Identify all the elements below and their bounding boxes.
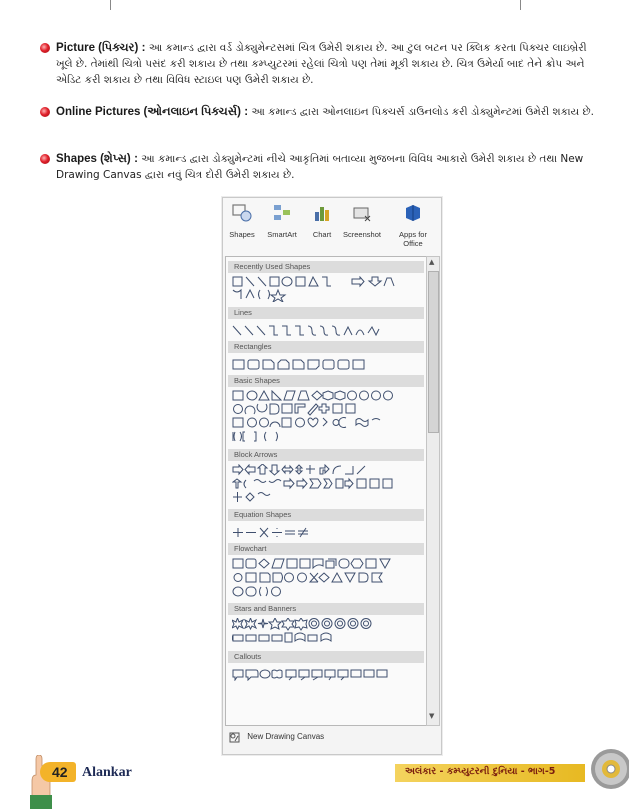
- shape-row: [232, 390, 422, 403]
- term-shapes: Shapes (શેપ્સ): [56, 153, 131, 165]
- crop-mark: [520, 0, 521, 10]
- category-callouts: Callouts: [228, 651, 424, 663]
- screenshot-button[interactable]: [343, 202, 381, 256]
- chart-label: Chart: [312, 230, 332, 239]
- category-stars-banners: Stars and Banners: [228, 603, 424, 615]
- category-flowchart: Flowchart: [228, 543, 424, 555]
- apps-for-office-button[interactable]: [391, 202, 435, 256]
- apps-icon: [402, 202, 424, 224]
- shape-row: [232, 524, 422, 537]
- shape-row: [232, 666, 422, 679]
- page-number: 42: [52, 764, 68, 780]
- smartart-label: SmartArt: [267, 230, 297, 239]
- series-title: અલંકાર - કમ્પ્યુટરની દુનિયા - ભાગ-5: [405, 766, 556, 777]
- scroll-thumb[interactable]: [428, 271, 439, 433]
- brand-logo: Alankar: [82, 765, 132, 780]
- separator: :: [134, 153, 138, 165]
- shapes-button[interactable]: [223, 202, 261, 256]
- shapes-gallery: [225, 256, 427, 726]
- shapes-screenshot: [222, 197, 442, 755]
- term-online-pictures: Online Pictures (ઓનલાઇન પિક્ચર્સ): [56, 106, 241, 118]
- scroll-up-icon[interactable]: ▲: [429, 258, 435, 266]
- shapes-icon: [231, 202, 253, 224]
- scroll-down-icon[interactable]: ▼: [429, 712, 435, 720]
- category-rectangles: Rectangles: [228, 341, 424, 353]
- ribbon: [223, 198, 441, 256]
- drawing-canvas-icon: [229, 731, 241, 743]
- bullet-picture: [56, 40, 596, 88]
- smartart-icon: [271, 202, 293, 224]
- desc-picture: આ કમાન્ડ દ્વારા વર્ડ ડોક્યુમેન્ટસમાં ચિત્ર ઉમેરી શકાય છે. આ ટુલ બટન પર ક્લિક કરતા પિક્ચર લાઇબ્રેરી ખૂલે છે. તેમાંથી ચિત્રો પસંદ કરી શકાય છે તથા કમ્પ્યુટરમાં રહેલાં ચિત્રો પણ તેમાં મૂકી શકાય છે. ચિત્ર ઉમેર્યા બાદ તેને ક્રોપ અને એડિટ કરી શકાય છે તથા વિવિધ સ્ટાઇલ પણ ઉમેરી શકાય છે.: [56, 42, 587, 86]
- bullet-icon: [40, 154, 50, 164]
- chart-icon: [311, 202, 333, 224]
- shape-row: [232, 276, 422, 289]
- shape-row: [232, 618, 422, 631]
- bullet-icon: [40, 43, 50, 53]
- category-equation-shapes: Equation Shapes: [228, 509, 424, 521]
- category-block-arrows: Block Arrows: [228, 449, 424, 461]
- shape-row: [232, 356, 422, 369]
- separator: :: [141, 42, 146, 54]
- bullet-online-pictures: [56, 104, 596, 120]
- screenshot-icon: [351, 202, 373, 224]
- separator: :: [244, 106, 249, 118]
- desc-shapes: આ કમાન્ડ દ્વારા ડોક્યુમેન્ટમાં નીચે આકૃતિમાં બતાવ્યા મુજબના વિવિધ આકારો ઉમેરી શકાય છે તથા New Drawing Canvas દ્વારા નવું ચિત્ર દોરી ઉમેરી શકાય છે.: [56, 153, 584, 181]
- cd-disc-icon: [590, 748, 629, 790]
- gallery-scrollbar[interactable]: [426, 256, 440, 726]
- shape-row: [232, 558, 422, 571]
- new-drawing-canvas-item[interactable]: [229, 731, 324, 743]
- new-drawing-canvas-label: New Drawing Canvas: [247, 732, 325, 742]
- chart-button[interactable]: [303, 202, 341, 256]
- desc-online-pictures: આ કમાન્ડ દ્વારા ઓનલાઇન પિક્ચર્સ ડાઉનલોડ કરી ડોક્યુમેન્ટમાં ઉમેરી શકાય છે.: [251, 106, 594, 118]
- category-lines: Lines: [228, 307, 424, 319]
- bullet-shapes: [56, 151, 596, 183]
- crop-mark: [110, 0, 111, 10]
- shape-row: [232, 464, 422, 477]
- category-recently-used: Recently Used Shapes: [228, 261, 424, 273]
- shapes-label: Shapes: [229, 230, 255, 239]
- category-basic-shapes: Basic Shapes: [228, 375, 424, 387]
- smartart-button[interactable]: [263, 202, 301, 256]
- shape-row: [232, 322, 422, 335]
- bullet-icon: [40, 107, 50, 117]
- screenshot-label: Screenshot: [343, 230, 381, 239]
- term-picture: Picture (પિક્ચર): [56, 42, 139, 54]
- apps-for-office-label: Apps for Office: [399, 230, 427, 248]
